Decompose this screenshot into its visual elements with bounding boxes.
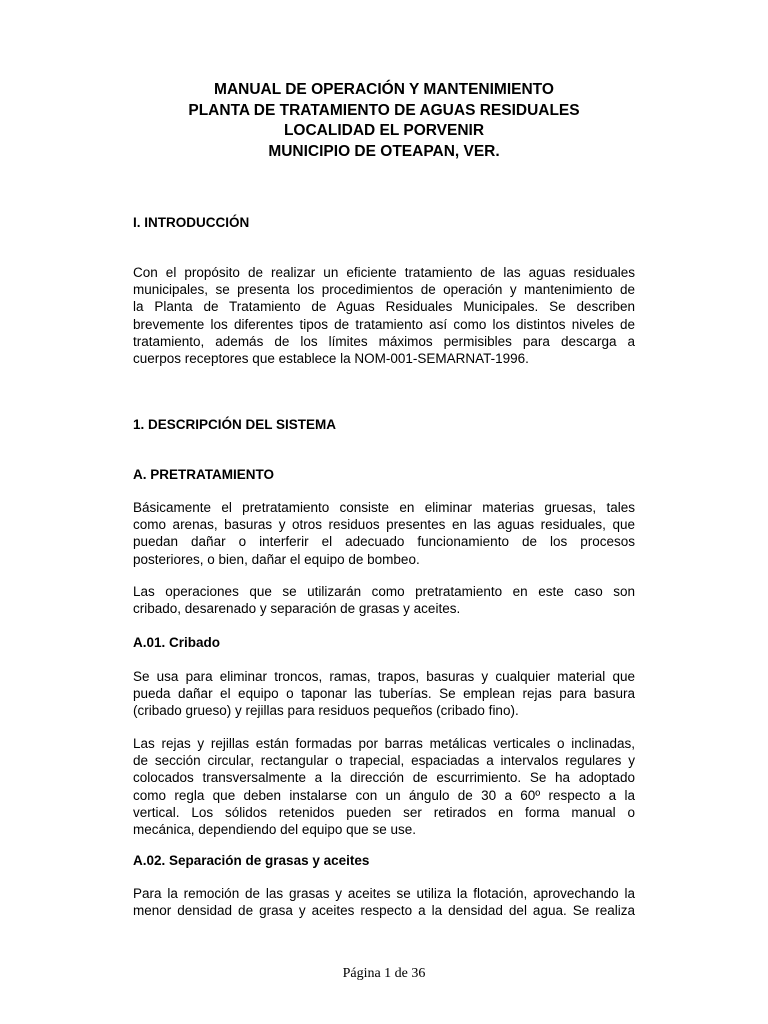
pretreatment-paragraph-1	[133, 499, 635, 568]
text-line: cuerpos receptores que establece la NOM-001-SEMARNAT-1996.	[133, 350, 529, 366]
text-line: colocados transversalmente a la dirección de escurrimiento. Se ha adoptado	[133, 770, 635, 786]
system-heading: 1. DESCRIPCIÓN DEL SISTEMA	[133, 417, 337, 432]
intro-heading: I. INTRODUCCIÓN	[133, 215, 250, 230]
title-line: PLANTA DE TRATAMIENTO DE AGUAS RESIDUALES	[188, 101, 580, 119]
title-line: MUNICIPIO DE OTEAPAN, VER.	[268, 142, 500, 160]
text-line: pueda dañar el equipo o taponar las tuberías. Se emplean rejas para basura	[133, 686, 635, 702]
text-line: como arenas, basuras y otros residuos presentes en las aguas residuales, que	[133, 517, 635, 533]
grease-separation-paragraph	[133, 885, 635, 919]
text-line: posteriores, o bien, dañar el equipo de bombeo.	[133, 551, 420, 567]
text-line: municipales, se presenta los procedimientos de operación y mantenimiento de	[133, 282, 635, 298]
text-line: brevemente los diferentes tipos de tratamiento así como los distintos niveles de	[133, 316, 635, 332]
text-line: Las rejas y rejillas están formadas por barras metálicas verticales o inclinadas,	[133, 736, 635, 751]
cribado-paragraph-2	[133, 735, 635, 838]
text-line: como regla que deben instalarse con un ángulo de 30 a 60º respecto a la	[133, 787, 635, 803]
text-line: (cribado grueso) y rejillas para residuos pequeños (cribado fino).	[133, 703, 519, 719]
text-line: de sección circular, rectangular o trapecial, espaciadas a intervalos regulares y	[133, 753, 635, 769]
text-line: Para la remoción de las grasas y aceites se utiliza la flotación, aprovechando la	[133, 886, 635, 901]
title-line: LOCALIDAD EL PORVENIR	[283, 122, 485, 139]
cribado-heading: A.01. Cribado	[133, 635, 221, 650]
text-line: Las operaciones que se utilizarán como pretratamiento en este caso son	[133, 584, 635, 599]
title-line: MANUAL DE OPERACIÓN Y MANTENIMIENTO	[214, 81, 554, 98]
text-line: Básicamente el pretratamiento consiste en eliminar materias gruesas, tales	[133, 500, 635, 515]
text-line: cribado, desarenado y separación de grasas y aceites.	[133, 601, 461, 617]
pretreatment-heading: A. PRETRATAMIENTO	[133, 467, 274, 482]
grease-separation-heading: A.02. Separación de grasas y aceites	[133, 853, 370, 868]
text-line: mecánica, dependiendo del equipo que se use.	[133, 821, 416, 837]
intro-paragraph	[133, 264, 635, 367]
page-number-footer: Página 1 de 36	[342, 966, 426, 981]
text-line: vertical. Los sólidos retenidos pueden ser retirados en forma manual o	[133, 804, 635, 820]
text-line: puedan dañar o interferir el adecuado funcionamiento de los procesos	[133, 534, 635, 550]
text-line: Con el propósito de realizar un eficiente tratamiento de las aguas residuales	[133, 265, 635, 280]
text-line: tratamiento, además de los límites máximos permisibles para descarga a	[133, 333, 635, 349]
text-line: Se usa para eliminar troncos, ramas, trapos, basuras y cualquier material que	[133, 669, 635, 684]
cribado-paragraph-1	[133, 668, 635, 720]
pretreatment-paragraph-2	[133, 583, 635, 617]
text-line: la Planta de Tratamiento de Aguas Residuales Municipales. Se describen	[133, 299, 635, 315]
text-line: menor densidad de grasa y aceites respecto a la densidad del agua. Se realiza	[133, 903, 635, 919]
document-title	[0, 80, 768, 162]
